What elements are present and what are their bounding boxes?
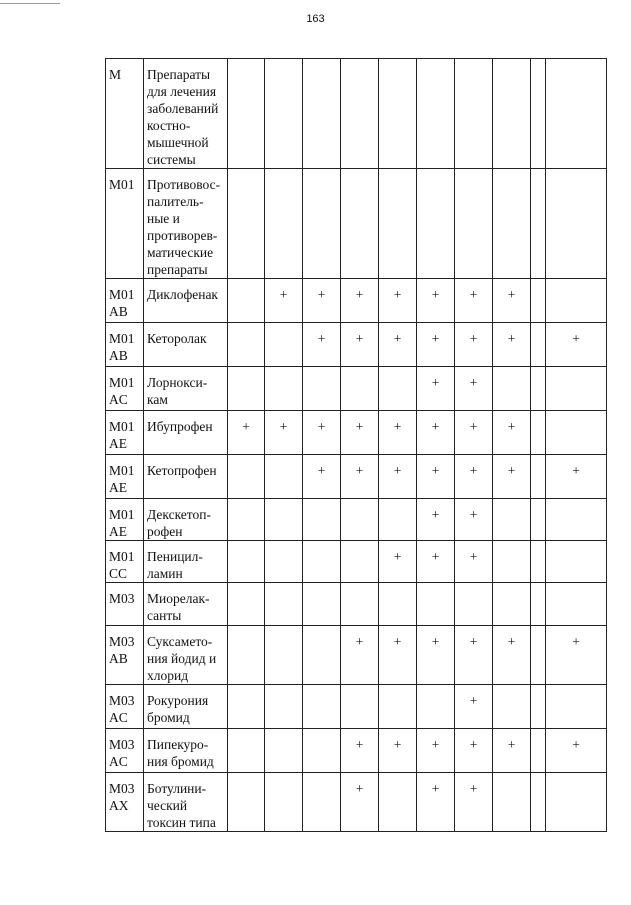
mark-cell: + <box>417 541 455 583</box>
drug-name-line: палитель- <box>147 194 204 209</box>
mark-cell: + <box>379 411 417 455</box>
atc-code-line: AC <box>109 754 128 769</box>
mark-cell <box>546 367 607 411</box>
mark-cell <box>303 541 341 583</box>
mark-cell <box>455 169 493 279</box>
mark-cell: + <box>417 455 455 499</box>
mark-cell: + <box>341 773 379 832</box>
drug-name-cell <box>144 583 228 626</box>
mark-cell: + <box>341 279 379 323</box>
mark-cell: + <box>341 323 379 367</box>
mark-cell <box>546 583 607 626</box>
mark-cell: + <box>341 411 379 455</box>
mark-cell <box>455 59 493 169</box>
atc-code-cell <box>106 583 144 626</box>
mark-cell: + <box>379 541 417 583</box>
table-row <box>106 773 607 832</box>
mark-cell <box>228 279 265 323</box>
mark-cell <box>303 729 341 773</box>
drug-name-line: Ибупрофен <box>147 419 213 434</box>
drug-name-cell <box>144 411 228 455</box>
mark-cell <box>417 685 455 729</box>
mark-cell <box>265 626 303 685</box>
atc-code-cell <box>106 773 144 832</box>
atc-code-line: M03 <box>109 693 135 708</box>
drug-name-line: Кетопрофен <box>147 463 217 478</box>
table-row <box>106 59 607 169</box>
table-row <box>106 729 607 773</box>
mark-cell <box>265 169 303 279</box>
mark-cell: + <box>546 729 607 773</box>
mark-cell: + <box>493 626 531 685</box>
mark-cell: + <box>455 323 493 367</box>
mark-cell: + <box>303 279 341 323</box>
table-row <box>106 455 607 499</box>
atc-code-cell <box>106 455 144 499</box>
atc-code-line: M <box>109 67 122 82</box>
mark-cell: + <box>493 729 531 773</box>
atc-code-cell <box>106 279 144 323</box>
mark-cell: + <box>455 626 493 685</box>
drug-name-line: Рокурония <box>147 693 209 708</box>
mark-cell <box>265 499 303 541</box>
atc-code-line: M01 <box>109 507 135 522</box>
drug-name-line: Препараты <box>147 67 211 82</box>
table-row <box>106 541 607 583</box>
mark-cell <box>493 773 531 832</box>
mark-cell <box>417 169 455 279</box>
mark-cell <box>228 169 265 279</box>
mark-cell: + <box>493 411 531 455</box>
atc-code-line: AB <box>109 304 128 319</box>
drug-table <box>105 58 607 832</box>
mark-cell: + <box>417 773 455 832</box>
mark-cell: + <box>341 626 379 685</box>
atc-code-line: M01 <box>109 375 135 390</box>
atc-code-line: M03 <box>109 591 135 606</box>
mark-cell <box>493 59 531 169</box>
mark-cell <box>228 541 265 583</box>
mark-cell <box>531 685 546 729</box>
mark-cell <box>531 59 546 169</box>
atc-code-cell <box>106 411 144 455</box>
mark-cell <box>341 685 379 729</box>
mark-cell <box>493 583 531 626</box>
drug-name-cell <box>144 499 228 541</box>
mark-cell: + <box>303 455 341 499</box>
mark-cell <box>546 773 607 832</box>
mark-cell <box>493 541 531 583</box>
drug-name-line: костно- <box>147 118 191 133</box>
mark-cell: + <box>379 279 417 323</box>
drug-name-line: Пеницил- <box>147 549 203 564</box>
mark-cell <box>341 367 379 411</box>
atc-code-line: M01 <box>109 287 135 302</box>
mark-cell: + <box>493 279 531 323</box>
mark-cell: + <box>546 323 607 367</box>
drug-name-line: Декскетоп- <box>147 507 211 522</box>
atc-code-cell <box>106 499 144 541</box>
mark-cell <box>493 685 531 729</box>
mark-cell: + <box>417 626 455 685</box>
drug-name-line: санты <box>147 608 182 623</box>
mark-cell <box>531 323 546 367</box>
mark-cell <box>303 685 341 729</box>
drug-name-line: для лечения <box>147 84 217 99</box>
mark-cell: + <box>493 455 531 499</box>
mark-cell <box>379 685 417 729</box>
mark-cell <box>379 499 417 541</box>
drug-name-line: ния йодид и <box>147 651 217 666</box>
drug-name-line: системы <box>147 152 196 167</box>
mark-cell <box>228 455 265 499</box>
mark-cell: + <box>546 455 607 499</box>
mark-cell <box>265 685 303 729</box>
atc-code-cell <box>106 323 144 367</box>
mark-cell <box>228 59 265 169</box>
mark-cell <box>228 685 265 729</box>
atc-code-line: AE <box>109 524 127 539</box>
mark-cell <box>265 729 303 773</box>
atc-code-line: M03 <box>109 634 135 649</box>
mark-cell: + <box>379 626 417 685</box>
drug-name-cell <box>144 367 228 411</box>
mark-cell <box>303 626 341 685</box>
drug-name-line: Суксамето- <box>147 634 213 649</box>
mark-cell <box>531 499 546 541</box>
mark-cell: + <box>228 411 265 455</box>
mark-cell <box>531 773 546 832</box>
atc-code-line: M01 <box>109 419 135 434</box>
table-row <box>106 169 607 279</box>
mark-cell <box>303 59 341 169</box>
mark-cell: + <box>417 279 455 323</box>
mark-cell <box>546 685 607 729</box>
mark-cell <box>546 59 607 169</box>
table-row <box>106 323 607 367</box>
atc-code-line: M03 <box>109 781 135 796</box>
scan-edge-line <box>0 3 60 4</box>
mark-cell: + <box>455 367 493 411</box>
atc-code-line: M03 <box>109 737 135 752</box>
mark-cell <box>228 367 265 411</box>
atc-code-line: AB <box>109 651 128 666</box>
drug-name-cell <box>144 169 228 279</box>
mark-cell <box>493 499 531 541</box>
mark-cell <box>303 367 341 411</box>
mark-cell <box>265 541 303 583</box>
mark-cell <box>546 279 607 323</box>
drug-name-cell <box>144 626 228 685</box>
drug-name-line: рофен <box>147 524 183 539</box>
mark-cell <box>265 367 303 411</box>
mark-cell: + <box>455 685 493 729</box>
mark-cell: + <box>341 729 379 773</box>
drug-name-line: ческий <box>147 798 188 813</box>
mark-cell <box>265 59 303 169</box>
atc-code-line: CC <box>109 566 128 581</box>
mark-cell <box>531 729 546 773</box>
atc-code-line: M01 <box>109 177 135 192</box>
drug-name-line: кам <box>147 392 168 407</box>
drug-name-line: матические <box>147 245 214 260</box>
drug-name-line: мышечной <box>147 135 209 150</box>
mark-cell: + <box>379 455 417 499</box>
mark-cell <box>228 626 265 685</box>
mark-cell: + <box>417 411 455 455</box>
atc-code-line: AE <box>109 480 127 495</box>
drug-name-line: ные и <box>147 211 180 226</box>
mark-cell <box>546 411 607 455</box>
atc-code-line: M01 <box>109 331 135 346</box>
atc-code-line: M01 <box>109 549 135 564</box>
atc-code-line: AX <box>109 798 129 813</box>
drug-name-line: Противовос- <box>147 177 221 192</box>
drug-name-line: ния бромид <box>147 754 214 769</box>
mark-cell: + <box>417 323 455 367</box>
atc-code-cell <box>106 367 144 411</box>
mark-cell: + <box>265 279 303 323</box>
mark-cell <box>455 583 493 626</box>
page-number: 163 <box>306 13 325 25</box>
mark-cell <box>341 583 379 626</box>
drug-name-line: бромид <box>147 710 190 725</box>
mark-cell: + <box>417 367 455 411</box>
mark-cell <box>303 169 341 279</box>
mark-cell <box>228 583 265 626</box>
mark-cell <box>341 541 379 583</box>
drug-name-line: хлорид <box>147 668 189 683</box>
table-row <box>106 583 607 626</box>
drug-name-line: препараты <box>147 262 208 277</box>
mark-cell <box>531 411 546 455</box>
drug-name-cell <box>144 279 228 323</box>
mark-cell <box>531 279 546 323</box>
drug-name-line: токсин типа <box>147 815 216 830</box>
atc-code-line: AC <box>109 392 128 407</box>
mark-cell <box>531 541 546 583</box>
mark-cell: + <box>455 541 493 583</box>
drug-name-cell <box>144 323 228 367</box>
mark-cell: + <box>493 323 531 367</box>
drug-name-cell <box>144 59 228 169</box>
mark-cell: + <box>455 773 493 832</box>
drug-name-cell <box>144 685 228 729</box>
atc-code-cell <box>106 685 144 729</box>
mark-cell <box>341 59 379 169</box>
mark-cell: + <box>379 323 417 367</box>
drug-name-cell <box>144 729 228 773</box>
mark-cell <box>265 583 303 626</box>
mark-cell <box>303 583 341 626</box>
mark-cell <box>531 583 546 626</box>
mark-cell <box>341 169 379 279</box>
mark-cell <box>265 455 303 499</box>
mark-cell <box>546 169 607 279</box>
atc-code-cell <box>106 59 144 169</box>
mark-cell <box>531 169 546 279</box>
table-row <box>106 367 607 411</box>
mark-cell <box>531 367 546 411</box>
mark-cell <box>546 499 607 541</box>
mark-cell <box>417 583 455 626</box>
mark-cell <box>546 541 607 583</box>
drug-name-cell <box>144 455 228 499</box>
mark-cell <box>417 59 455 169</box>
atc-code-line: AE <box>109 436 127 451</box>
mark-cell: + <box>379 729 417 773</box>
mark-cell <box>228 323 265 367</box>
drug-name-line: Лорнокси- <box>147 375 208 390</box>
mark-cell: + <box>455 411 493 455</box>
mark-cell <box>531 626 546 685</box>
mark-cell <box>531 455 546 499</box>
drug-name-cell <box>144 541 228 583</box>
mark-cell: + <box>303 411 341 455</box>
drug-name-line: ламин <box>147 566 183 581</box>
atc-code-cell <box>106 541 144 583</box>
mark-cell: + <box>455 729 493 773</box>
mark-cell: + <box>341 455 379 499</box>
mark-cell <box>303 773 341 832</box>
drug-name-line: Диклофенак <box>147 287 218 302</box>
mark-cell <box>493 169 531 279</box>
mark-cell <box>265 323 303 367</box>
drug-name-line: Миорелак- <box>147 591 210 606</box>
mark-cell <box>265 773 303 832</box>
drug-name-line: Кеторолак <box>147 331 207 346</box>
mark-cell: + <box>455 279 493 323</box>
mark-cell: + <box>417 499 455 541</box>
mark-cell: + <box>417 729 455 773</box>
table-row <box>106 626 607 685</box>
drug-name-line: Пипекуро- <box>147 737 209 752</box>
atc-code-cell <box>106 729 144 773</box>
mark-cell <box>493 367 531 411</box>
mark-cell: + <box>546 626 607 685</box>
mark-cell <box>379 169 417 279</box>
mark-cell: + <box>455 499 493 541</box>
mark-cell <box>228 499 265 541</box>
atc-code-line: AB <box>109 348 128 363</box>
mark-cell <box>379 59 417 169</box>
atc-code-cell <box>106 169 144 279</box>
mark-cell <box>228 773 265 832</box>
mark-cell: + <box>455 455 493 499</box>
table-row <box>106 499 607 541</box>
atc-code-line: AC <box>109 710 128 725</box>
drug-name-cell <box>144 773 228 832</box>
mark-cell <box>379 773 417 832</box>
atc-code-cell <box>106 626 144 685</box>
atc-code-line: M01 <box>109 463 135 478</box>
drug-name-line: заболеваний <box>147 101 219 116</box>
mark-cell: + <box>265 411 303 455</box>
mark-cell <box>303 499 341 541</box>
drug-name-line: Ботулини- <box>147 781 207 796</box>
table-row <box>106 411 607 455</box>
table-row <box>106 685 607 729</box>
mark-cell <box>228 729 265 773</box>
table-row <box>106 279 607 323</box>
mark-cell <box>379 583 417 626</box>
mark-cell: + <box>303 323 341 367</box>
mark-cell <box>379 367 417 411</box>
mark-cell <box>341 499 379 541</box>
drug-name-line: противорев- <box>147 228 218 243</box>
